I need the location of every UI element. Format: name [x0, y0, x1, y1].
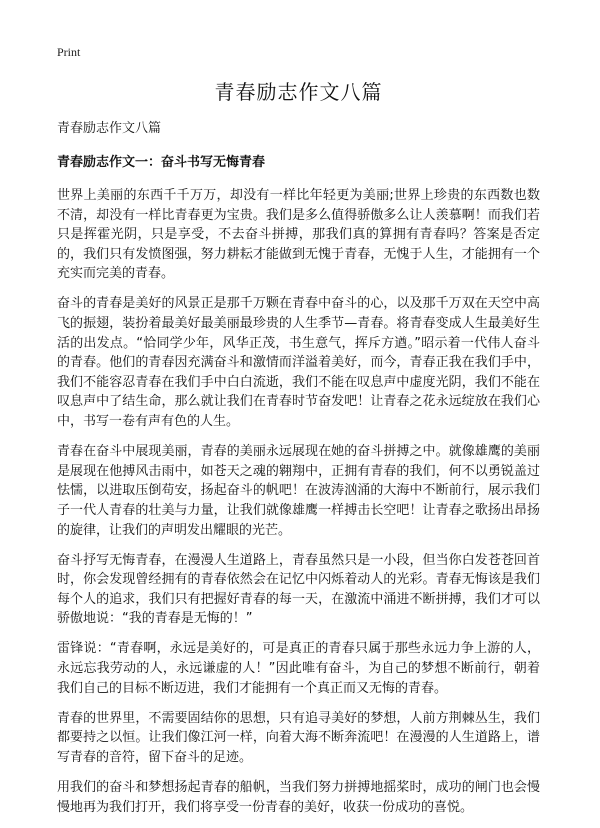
section-heading: 青春励志作文一：奋斗书写无悔青春: [57, 155, 266, 170]
page-title: 青春励志作文八篇: [214, 80, 383, 104]
paragraph-3: 青春在奋斗中展现美丽，青春的美丽永远展现在她的奋斗拼搏之中。就像雄鹰的美丽是展现在他搏风击雨中，如苍天之魂的翱翔中，正拥有青春的我们，何不以勇锐盖过怯懦，以进取压倒苟安，扬起奋斗的帆吧！在波涛汹涌的大海中不断前行，展示我们子一代人青春的壮美与力量，让我们就像雄鹰一样搏击长空吧！让青春之歌扬出昂扬的旋律，让我们的声明发出耀眼的光芒。: [57, 444, 540, 538]
paragraph-5: 雷锋说：“青春啊，永远是美好的，可是真正的青春只属于那些永远力争上游的人，永远忘我劳动的人，永远谦虚的人！”因此唯有奋斗，为自己的梦想不断前行，朝着我们自己的目标不断迈进，我们才能拥有一个真正而又无悔的青春。: [57, 641, 540, 696]
print-link[interactable]: Print: [57, 45, 81, 59]
paragraph-2: 奋斗的青春是美好的风景正是那千万颗在青春中奋斗的心，以及那千万双在天空中高飞的振翅，装扮着最美好最美丽最珍贵的人生季节—青春。将青春变成人生最美好生活的出发点。“恰同学少年，风华正茂，书生意气，挥斥方遒。”昭示着一代伟人奋斗的青春。他们的青春因充满奋斗和激情而洋溢着美好，而今，青春正我在我们手中，我们不能容忍青春在我们手中白白流逝，我们不能在叹息声中虚度光阴，我们不能在叹息声中了结生命，那么就让我们在青春时节奋发吧！让青春之花永远绽放在我们心中，书写一卷有声有色的人生。: [57, 296, 540, 430]
paragraph-1: 世界上美丽的东西千千万万，却没有一样比年轻更为美丽;世界上珍贵的东西数也数不清，却没有一样比青春更为宝贵。我们是多么值得骄傲多么让人羡慕啊！而我们若只是挥霍光阴，只是享受，不去奋斗拼搏，那我们真的算拥有青春吗？答案是否定的，我们只有发愤图强，努力耕耘才能做到无愧于青春，无愧于人生，才能拥有一个充实而完美的青春。: [57, 188, 540, 282]
paragraph-4: 奋斗抒写无悔青春，在漫漫人生道路上，青春虽然只是一小段，但当你白发苍苍回首时，你会发现曾经拥有的青春依然会在记忆中闪烁着动人的光彩。青春无悔该是我们每个人的追求，我们只有把握好青春的每一天，在激流中涌进不断拼搏，我们才可以骄傲地说：“我的青春是无悔的！”: [57, 552, 540, 627]
paragraph-7: 用我们的奋斗和梦想扬起青春的船帆，当我们努力拼搏地摇桨时，成功的闸门也会慢慢地再为我们打开，我们将享受一份青春的美好，收获一份成功的喜悦。: [57, 780, 540, 815]
paragraph-6: 青春的世界里，不需要固结你的思想，只有追寻美好的梦想，人前方荆棘丛生，我们都要持之以恒。让我们像江河一样，向着大海不断奔流吧！在漫漫的人生道路上，谱写青春的音符，留下奋斗的足迹。: [57, 710, 540, 765]
document-subtitle: 青春励志作文八篇: [57, 121, 162, 136]
